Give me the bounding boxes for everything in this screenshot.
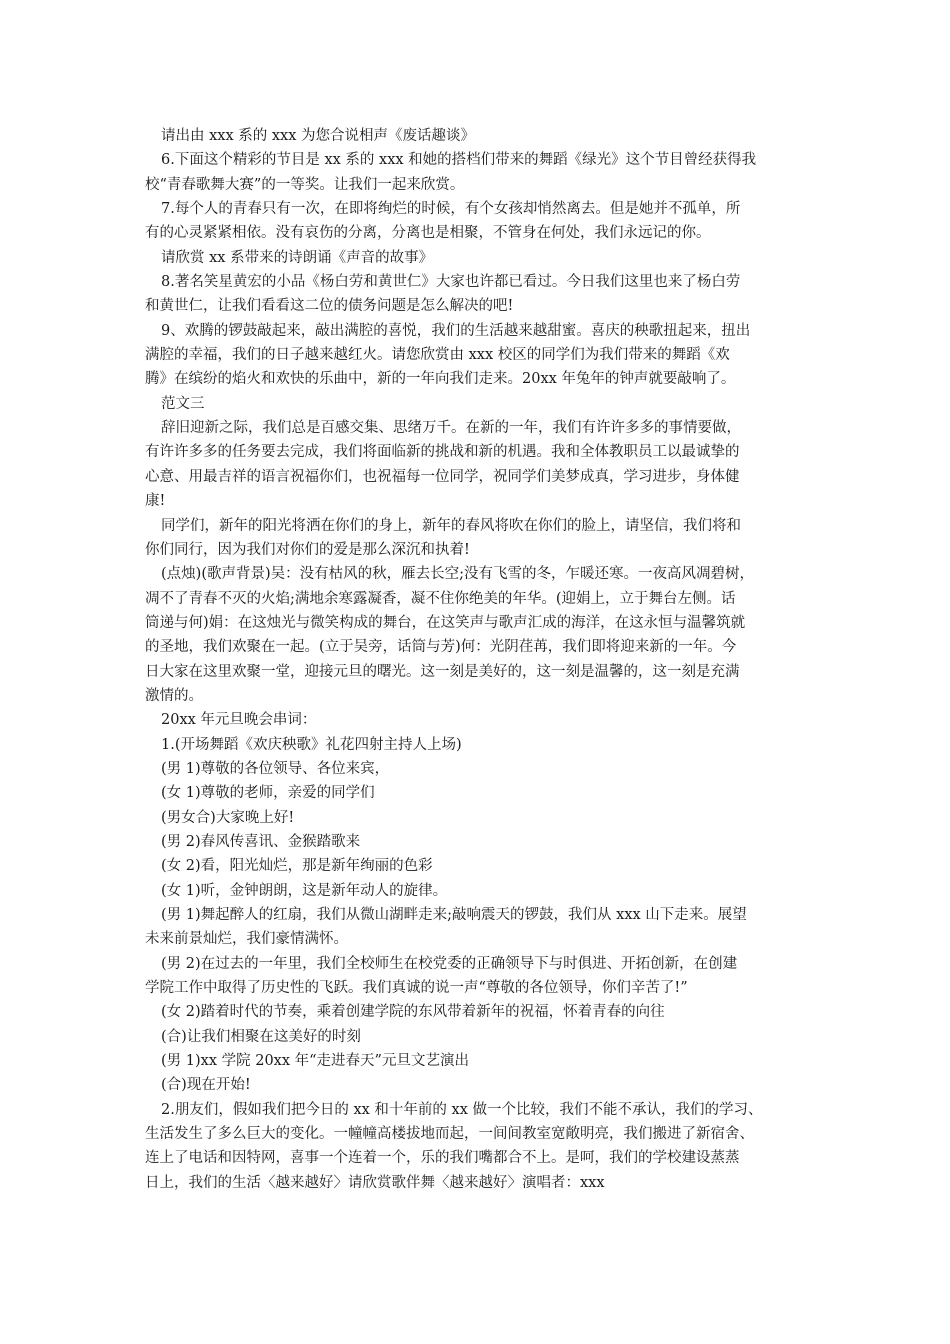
text-line: 日大家在这里欢聚一堂，迎接元旦的曙光。这一刻是美好的，这一刻是温馨的，这一刻是充满 xyxy=(145,663,740,680)
text-line: 激情的。 xyxy=(145,687,203,704)
text-line: 心意、用最吉祥的语言祝福你们，也祝福每一位同学，祝同学们美梦成真，学习进步，身体健 xyxy=(145,468,740,485)
text-line: 2.朋友们，假如我们把今日的 xx 和十年前的 xx 做一个比较，我们不能不承认，我们的学习、 xyxy=(161,1101,763,1118)
text-line: (点烛)(歌声背景)吴：没有枯风的秋，雁去长空;没有飞雪的冬，乍暖还寒。一夜高风凋碧树， xyxy=(161,566,755,583)
text-line: 满腔的幸福，我们的日子越来越红火。请您欣赏由 xxx 校区的同学们为我们带来的舞蹈《欢 xyxy=(145,347,730,364)
text-line: (女 2)看，阳光灿烂，那是新年绚丽的色彩 xyxy=(161,858,433,875)
text-line: 和黄世仁，让我们看看这二位的债务问题是怎么解决的吧! xyxy=(145,298,514,315)
text-line: (男女合)大家晚上好! xyxy=(161,809,295,826)
text-line: 辞旧迎新之际，我们总是百感交集、思绪万千。在新的一年，我们有许许多多的事情要做， xyxy=(161,420,741,437)
document-body xyxy=(145,124,805,1195)
text-line: 6.下面这个精彩的节目是 xx 系的 xxx 和她的搭档们带来的舞蹈《绿光》这个节目曾经获得我 xyxy=(161,152,757,169)
text-line: 筒递与何)娟：在这烛光与微笑构成的舞台，在这笑声与歌声汇成的海洋，在这永恒与温馨筑就 xyxy=(145,614,746,631)
text-line: 校“青春歌舞大赛”的一等奖。让我们一起来欣赏。 xyxy=(145,176,465,193)
text-line: (女 1)尊敬的老师，亲爱的同学们 xyxy=(161,785,375,802)
text-line: 请欣赏 xx 系带来的诗朗诵《声音的故事》 xyxy=(161,249,434,266)
text-line: (男 2)春风传喜讯、金猴踏歌来 xyxy=(161,833,361,850)
text-line: 7.每个人的青春只有一次，在即将绚烂的时候，有个女孩却悄然离去。但是她并不孤单，所 xyxy=(161,201,741,218)
text-line: 腾》在缤纷的焰火和欢快的乐曲中，新的一年向我们走来。20xx 年兔年的钟声就要敲响了。 xyxy=(145,371,736,388)
text-line: (男 2)在过去的一年里，我们全校师生在校党委的正确领导下与时俱进、开拓创新，在创建 xyxy=(161,955,738,972)
text-line: 生活发生了多么巨大的变化。一幢幢高楼拔地而起，一间间教室宽敞明亮，我们搬进了新宿舍、 xyxy=(145,1126,754,1143)
text-line: 同学们，新年的阳光将洒在你们的身上，新年的春风将吹在你们的脸上，请坚信，我们将和 xyxy=(161,517,741,534)
text-line: 1.(开场舞蹈《欢庆秧歌》礼花四射主持人上场) xyxy=(161,736,462,753)
text-line: (女 2)踏着时代的节奏，乘着创建学院的东风带着新年的祝福，怀着青春的向往 xyxy=(161,1004,665,1021)
text-line: 9、欢腾的锣鼓敲起来，敲出满腔的喜悦，我们的生活越来越甜蜜。喜庆的秧歌扭起来，扭出 xyxy=(161,322,751,339)
text-line: 康! xyxy=(145,493,166,510)
text-line: 有的心灵紧紧相依。没有哀伤的分离，分离也是相聚，不管身在何处，我们永远记的你。 xyxy=(145,225,711,242)
text-line: 学院工作中取得了历史性的飞跃。我们真诚的说一声“尊敬的各位领导，你们辛苦了!” xyxy=(145,980,688,997)
text-line: 的圣地，我们欢聚在一起。(立于吴旁，话筒与芳)何：光阴荏苒，我们即将迎来新的一年。今 xyxy=(145,639,737,656)
text-line: 你们同行，因为我们对你们的爱是那么深沉和执着! xyxy=(145,541,470,558)
text-line: (男 1)xx 学院 20xx 年“走进春天”元旦文艺演出 xyxy=(161,1053,469,1070)
text-line: 凋不了青春不灭的火焰;满地余寒露凝香，凝不住你绝美的年华。(迎娟上，立于舞台左侧。话 xyxy=(145,590,736,607)
text-line: 有许许多多的任务要去完成，我们将面临新的挑战和新的机遇。我和全体教职员工以最诚挚的 xyxy=(145,444,740,461)
text-line: (男 1)舞起醉人的红扇，我们从微山湖畔走来;敲响震天的锣鼓，我们从 xxx 山下走来。展望 xyxy=(161,907,747,923)
text-line: 20xx 年元旦晚会串词： xyxy=(161,712,317,729)
text-line: 未来前景灿烂，我们豪情满怀。 xyxy=(145,931,348,948)
text-line: (合)让我们相聚在这美好的时刻 xyxy=(161,1028,361,1045)
text-line: 范文三 xyxy=(161,395,205,412)
text-line: (男 1)尊敬的各位领导、各位来宾， xyxy=(161,760,390,777)
text-line: 连上了电话和因特网，喜事一个连着一个，乐的我们嘴都合不上。是呵，我们的学校建设蒸蒸 xyxy=(145,1150,740,1167)
text-line: (女 1)听，金钟朗朗，这是新年动人的旋律。 xyxy=(161,882,448,899)
text-line: 请出由 xxx 系的 xxx 为您合说相声《废话趣谈》 xyxy=(161,128,475,144)
text-line: (合)现在开始! xyxy=(161,1077,251,1094)
text-line: 8.著名笑星黄宏的小品《杨白劳和黄世仁》大家也许都已看过。今日我们这里也来了杨白劳 xyxy=(161,274,741,291)
text-line: 日上，我们的生活〈越来越好〉请欣赏歌伴舞〈越来越好〉演唱者：xxx xyxy=(145,1174,605,1191)
